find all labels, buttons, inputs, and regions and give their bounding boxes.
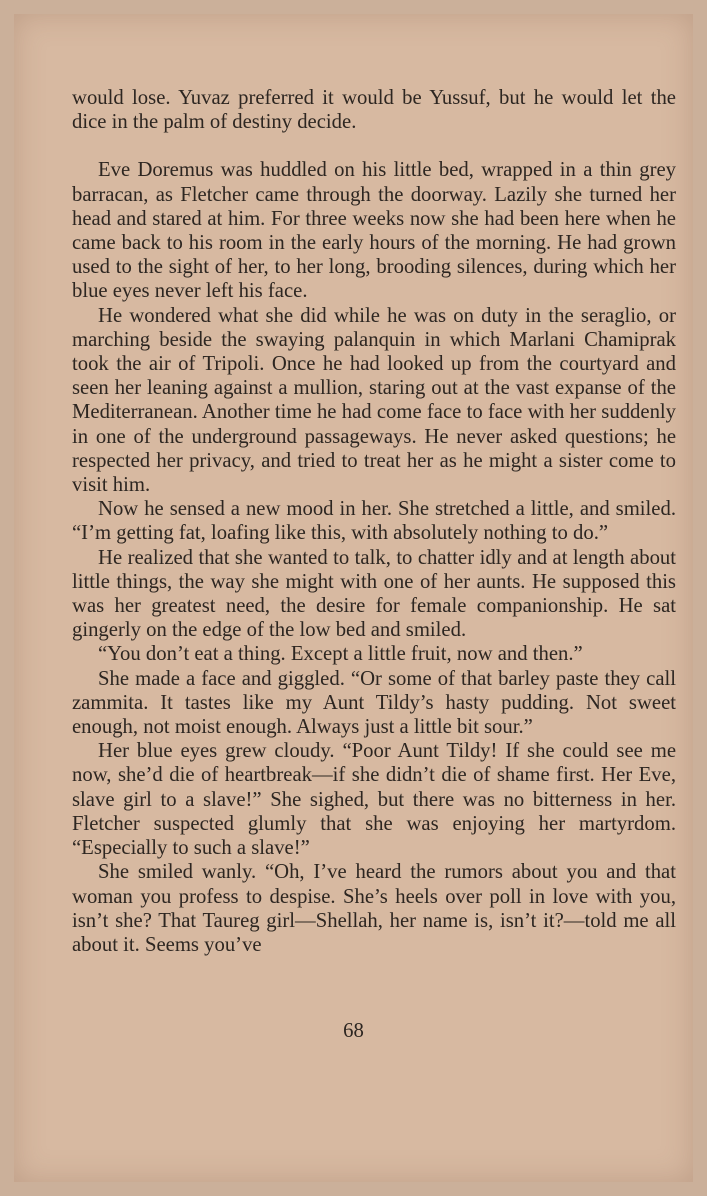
paragraph-1: would lose. Yuvaz preferred it would be Yussuf, but he would let the dice in the palm of destiny decide.	[72, 87, 676, 134]
paragraph-7: She made a face and giggled. “Or some of that barley paste they call zammita. It tastes like my Aunt Tildy’s hasty pudding. Not sweet enough, not moist enough. Always just a little bit sour.”	[72, 667, 676, 739]
paragraph-2: Eve Doremus was huddled on his little bed, wrapped in a thin grey barracan, as Fletcher came through the doorway. Lazily she turned her head and stared at him. For three weeks now she had been here when he came back to his room in the early hours of the morning. He had grown used to the sight of her, to her long, brooding silences, during which her blue eyes never left his face.	[72, 159, 676, 303]
paragraph-5: He realized that she wanted to talk, to chatter idly and at length about little things, the way she might with one of her aunts. He supposed this was her greatest need, the desire for female companionship. He sat gingerly on the edge of the low bed and smiled.	[72, 546, 676, 642]
page-number: 68	[343, 1020, 364, 1042]
paragraph-3: He wondered what she did while he was on duty in the seraglio, or marching beside the swaying palanquin in which Marlani Chamiprak took the air of Tripoli. Once he had looked up from the courtyard and seen her leaning against a mullion, staring out at the vast expanse of the Mediterranean. Another time he had come face to face with her suddenly in one of the underground passageways. He never asked questions; he respected her privacy, and tried to treat her as he might a sister come to visit him.	[72, 304, 676, 497]
paragraph-9: She smiled wanly. “Oh, I’ve heard the rumors about you and that woman you profess to despise. She’s heels over poll in love with you, isn’t she? That Taureg girl—Shellah, her name is, isn’t it?—told me all about it. Seems you’ve	[72, 861, 676, 956]
page-text	[72, 86, 676, 957]
paragraph-4: Now he sensed a new mood in her. She stretched a little, and smiled. “I’m getting fat, loafing like this, with absolutely nothing to do.”	[72, 498, 676, 545]
paragraph-6: “You don’t eat a thing. Except a little fruit, now and then.”	[98, 643, 583, 666]
paragraph-8: Her blue eyes grew cloudy. “Poor Aunt Tildy! If she could see me now, she’d die of heartbreak—if she didn’t die of shame first. Her Eve, slave girl to a slave!” She sighed, but there was no bitterness in her. Fletcher suspected glumly that she was enjoying her martyrdom. “Especially to such a slave!”	[72, 740, 676, 860]
